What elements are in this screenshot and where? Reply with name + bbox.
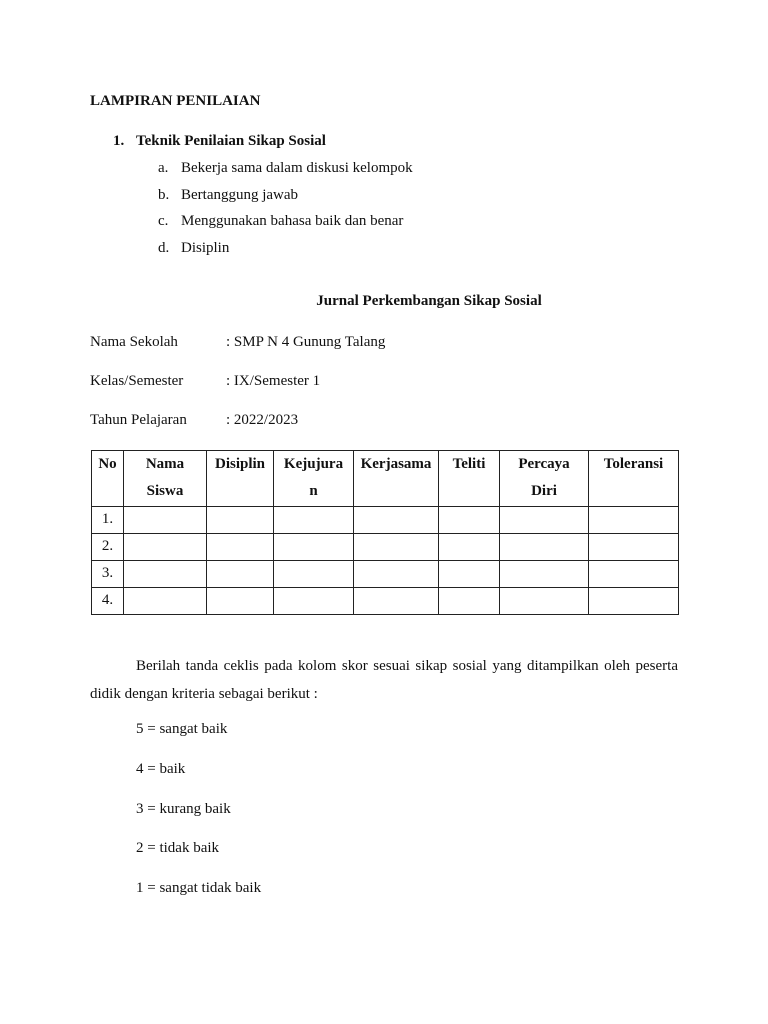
document-title: LAMPIRAN PENILAIAN xyxy=(90,93,261,109)
class-semester-label: Kelas/Semester xyxy=(90,373,184,389)
table-cell xyxy=(500,534,589,561)
criteria-item: 3 = kurang baik xyxy=(136,801,231,817)
item-a-text: Bekerja sama dalam diskusi kelompok xyxy=(181,160,413,176)
header-tolerance-line1: Toleransi xyxy=(603,456,664,472)
item-c-text: Menggunakan bahasa baik dan benar xyxy=(181,213,404,229)
item-b-letter: b. xyxy=(158,187,170,203)
section-1-title: Teknik Penilaian Sikap Sosial xyxy=(136,133,326,149)
header-no-line1: No xyxy=(98,456,117,472)
table-cell xyxy=(439,561,500,588)
table-cell xyxy=(124,561,207,588)
table-cell xyxy=(439,507,500,534)
item-d-text: Disiplin xyxy=(181,240,230,256)
academic-year-label: Tahun Pelajaran xyxy=(90,412,187,428)
instruction-paragraph: Berilah tanda ceklis pada kolom skor sesuai sikap sosial yang ditampilkan oleh peserta didik dengan kriteria sebagai berikut : xyxy=(90,658,678,702)
header-student-name-line1: Nama xyxy=(145,456,185,472)
criteria-item: 5 = sangat baik xyxy=(136,721,228,737)
header-cooperation xyxy=(354,451,439,507)
table-cell xyxy=(207,507,274,534)
table-cell xyxy=(124,588,207,615)
header-discipline-line1: Disiplin xyxy=(214,456,266,472)
item-a-letter: a. xyxy=(158,160,169,176)
header-confidence-line1: Percaya xyxy=(518,456,570,472)
table-cell xyxy=(354,534,439,561)
header-honesty xyxy=(274,451,354,507)
row-number: 2. xyxy=(92,534,124,561)
item-c-letter: c. xyxy=(158,213,169,229)
header-confidence xyxy=(500,451,589,507)
header-thoroughness xyxy=(439,451,500,507)
row-number: 3. xyxy=(92,561,124,588)
criteria-item: 1 = sangat tidak baik xyxy=(136,880,262,896)
section-1-number: 1. xyxy=(113,133,125,149)
criteria-item: 4 = baik xyxy=(136,761,186,777)
table-cell xyxy=(439,534,500,561)
table-cell xyxy=(354,507,439,534)
row-number: 4. xyxy=(92,588,124,615)
table-row xyxy=(92,561,679,588)
criteria-item: 2 = tidak baik xyxy=(136,840,220,856)
table-cell xyxy=(274,561,354,588)
header-confidence-line2: Diri xyxy=(531,483,557,499)
journal-title: Jurnal Perkembangan Sikap Sosial xyxy=(316,293,542,309)
table-cell xyxy=(124,534,207,561)
table-cell xyxy=(124,507,207,534)
table-cell xyxy=(274,507,354,534)
table-cell xyxy=(274,588,354,615)
header-honesty-line1: Kejujura xyxy=(283,456,344,472)
table-cell xyxy=(589,588,679,615)
academic-year-value: : 2022/2023 xyxy=(226,412,299,428)
table-row xyxy=(92,534,679,561)
header-student-name-line2: Siswa xyxy=(146,483,184,499)
table-cell xyxy=(439,588,500,615)
table-row xyxy=(92,507,679,534)
table-cell xyxy=(500,588,589,615)
table-header-row xyxy=(92,451,679,507)
header-tolerance xyxy=(589,451,679,507)
table-cell xyxy=(589,534,679,561)
header-honesty-line2: n xyxy=(309,483,318,499)
row-number: 1. xyxy=(92,507,124,534)
table-cell xyxy=(500,507,589,534)
header-cooperation-line1: Kerjasama xyxy=(360,456,432,472)
table-cell xyxy=(207,561,274,588)
item-d-letter: d. xyxy=(158,240,170,256)
table-cell xyxy=(354,561,439,588)
school-name-value: : SMP N 4 Gunung Talang xyxy=(226,334,386,350)
table-cell xyxy=(354,588,439,615)
class-semester-value: : IX/Semester 1 xyxy=(226,373,321,389)
table-cell xyxy=(500,561,589,588)
header-thoroughness-line1: Teliti xyxy=(452,456,486,472)
table-cell xyxy=(207,534,274,561)
header-student-name xyxy=(124,451,207,507)
header-no xyxy=(92,451,124,507)
table-cell xyxy=(207,588,274,615)
journal-table xyxy=(91,450,679,615)
table-cell xyxy=(274,534,354,561)
table-cell xyxy=(589,561,679,588)
school-name-label: Nama Sekolah xyxy=(90,334,178,350)
header-discipline xyxy=(207,451,274,507)
table-cell xyxy=(589,507,679,534)
item-b-text: Bertanggung jawab xyxy=(181,187,299,203)
table-row xyxy=(92,588,679,615)
